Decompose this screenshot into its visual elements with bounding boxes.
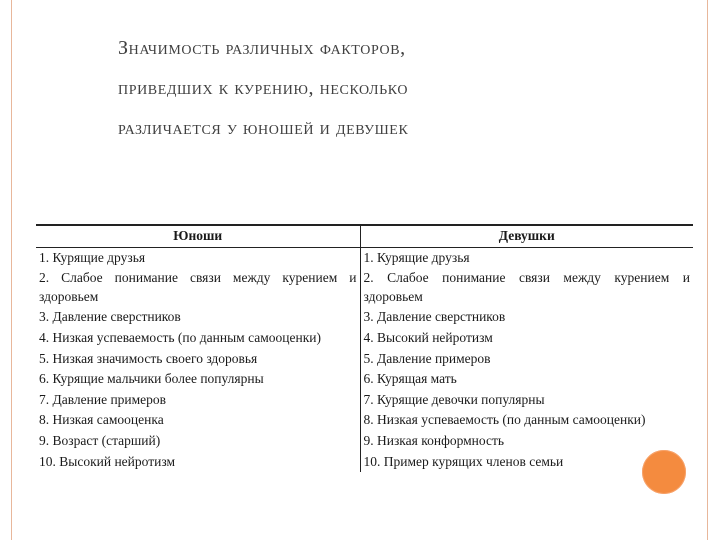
factors-table [36,224,693,470]
girls-factor-9: 9. Низкая конформность [363,432,505,448]
girls-factor-7: 7. Курящие девочки популярны [363,391,545,407]
table-row [36,410,693,431]
title-line-2: приведших к курению, несколько [118,77,409,99]
title-line-1: Значимость различных факторов, [118,37,406,59]
table-row [36,452,693,473]
girls-factor-3: 3. Давление сверстников [363,309,506,325]
girls-factor-5: 5. Давление примеров [363,350,491,366]
boys-factor-2: 2. Слабое понимание связи между курением и здоровьем [36,268,360,307]
table-row [36,307,693,328]
girls-factor-6: 6. Курящая мать [363,371,457,387]
table-row [36,369,693,390]
boys-factor-8: 8. Низкая самооценка [36,410,360,431]
boys-factor-1: 1. Курящие друзья [36,247,360,268]
table-row [36,328,693,349]
table-header-row [36,226,693,247]
slide-title [118,28,678,148]
boys-factor-3: 3. Давление сверстников [36,307,360,328]
table-row [36,268,693,307]
girls-factor-2: 2. Слабое понимание связи между курением и здоровьем [363,270,690,304]
table-row [36,431,693,452]
table-row [36,349,693,370]
boys-factor-7: 7. Давление примеров [36,390,360,411]
girls-factor-10: 10. Пример курящих членов семьи [363,453,564,469]
header-boys: Юноши [36,226,360,247]
girls-factor-1: 1. Курящие друзья [363,249,470,265]
girls-factor-4: 4. Высокий нейротизм [363,329,493,345]
boys-factor-9: 9. Возраст (старший) [36,431,360,452]
header-girls: Девушки [360,226,693,247]
boys-factor-4: 4. Низкая успеваемость (по данным самооценки) [36,328,360,349]
boys-factor-6: 6. Курящие мальчики более популярны [36,369,360,390]
boys-factor-10: 10. Высокий нейротизм [36,452,360,473]
decorative-orange-circle [642,450,686,494]
boys-factor-5: 5. Низкая значимость своего здоровья [36,349,360,370]
table-row [36,390,693,411]
title-line-3: различается у юношей и девушек [118,117,409,139]
girls-factor-8: 8. Низкая успеваемость (по данным самооценки) [363,412,646,428]
table-row [36,247,693,268]
slide-right-border [707,0,720,540]
slide-left-border [0,0,12,540]
